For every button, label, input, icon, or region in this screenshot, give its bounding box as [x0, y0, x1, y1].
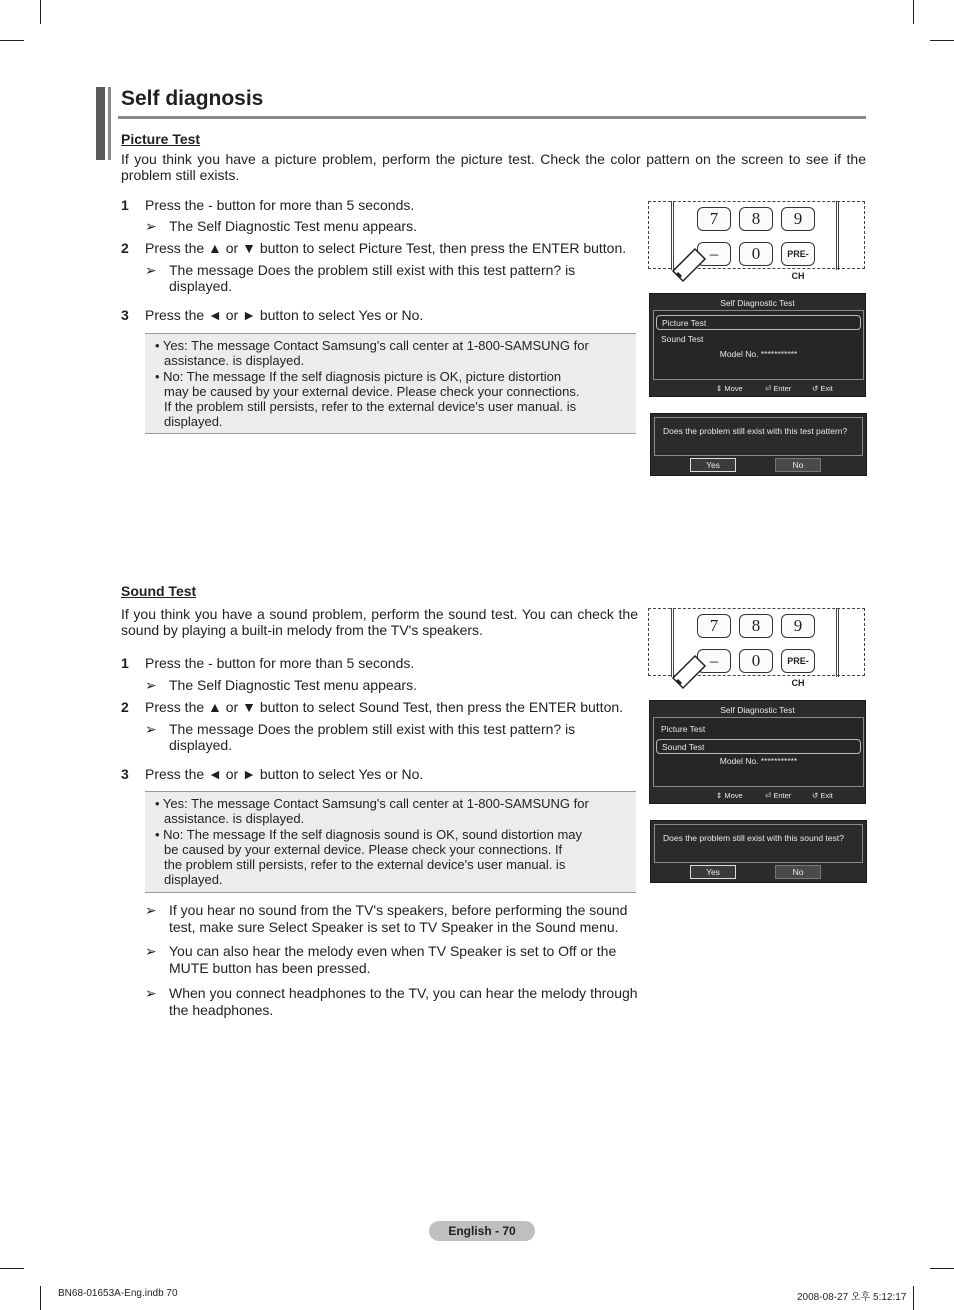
osd-foot-enter: ⏎ Enter: [765, 384, 792, 393]
crop-mark: [40, 1286, 41, 1310]
key-9: 9: [781, 207, 815, 231]
key-8: 8: [739, 614, 773, 638]
page-number-badge: English - 70: [429, 1221, 535, 1241]
crop-mark: [913, 0, 914, 24]
picture-test-heading: Picture Test: [121, 131, 201, 147]
pointer-arrow-icon: [671, 652, 707, 692]
key-0: 0: [739, 649, 773, 673]
osd-panel: [653, 717, 864, 787]
crop-mark: [0, 1268, 24, 1269]
osd-foot-exit: ↺ Exit: [812, 791, 833, 800]
note-arrow-icon: ➢: [145, 677, 157, 693]
step-text: Press the - button for more than 5 seconds.: [145, 197, 415, 213]
osd-self-diagnostic-sound: [649, 700, 866, 804]
key-9: 9: [781, 614, 815, 638]
footer-file: BN68-01653A-Eng.indb 70: [58, 1288, 178, 1299]
note-arrow-icon: ➢: [145, 721, 157, 737]
osd-title: Self Diagnostic Test: [720, 298, 795, 308]
osd-title: Self Diagnostic Test: [720, 705, 795, 715]
dialog-yes-button[interactable]: Yes: [690, 458, 736, 472]
step-number: 1: [121, 197, 129, 213]
key-minus: –: [697, 242, 731, 266]
sound-result-box: • Yes: The message Contact Samsung's call center at 1-800-SAMSUNG for assistance. is displayed. • No: The message If the self diagnosis sound is OK, sound distortion may be caused by your external device. Please check your connections. If the problem still persists, refer to the external device's user manual. is displayed.: [145, 791, 636, 893]
note-arrow-icon: ➢: [145, 262, 157, 278]
step-number: 3: [121, 307, 129, 323]
title-accent-bar: [108, 87, 111, 160]
key-minus: –: [697, 649, 731, 673]
osd-model: Model No. ***********: [719, 756, 798, 766]
remote-illustration: [648, 608, 865, 688]
title-rule: [118, 116, 866, 119]
osd-item-picture-test: Picture Test: [661, 724, 706, 734]
osd-self-diagnostic-picture: [649, 293, 866, 397]
step-text: Press the ▲ or ▼ button to select Sound Test, then press the ENTER button.: [145, 699, 624, 715]
step-text: Press the ▲ or ▼ button to select Picture Test, then press the ENTER button.: [145, 240, 627, 256]
dialog-question: Does the problem still exist with this sound test?: [663, 833, 844, 843]
picture-test-intro: If you think you have a picture problem, perform the picture test. Check the color pattern on the screen to see if the problem still exists.: [121, 151, 866, 183]
crop-mark: [0, 40, 24, 41]
step-number: 1: [121, 655, 129, 671]
dialog-sound-test: [650, 820, 867, 883]
step-text: Press the ◄ or ► button to select Yes or No.: [145, 766, 424, 782]
dialog-no-button[interactable]: No: [775, 458, 821, 472]
sound-test-heading: Sound Test: [121, 583, 197, 599]
osd-panel: [653, 310, 864, 380]
picture-result-box: • Yes: The message Contact Samsung's call center at 1-800-SAMSUNG for assistance. is displayed. • No: The message If the self diagnosis picture is OK, picture distortion may be caused by your external device. Please check your connections. If the problem still persists, refer to the external device's user manual. is displayed.: [145, 333, 636, 434]
remote-illustration: [648, 201, 865, 281]
footer-date: 2008-08-27 오후 5:12:17: [797, 1292, 907, 1303]
dialog-question: Does the problem still exist with this test pattern?: [663, 426, 848, 436]
crop-mark: [930, 1268, 954, 1269]
key-7: 7: [697, 614, 731, 638]
crop-mark: [913, 1286, 914, 1310]
key-pre-ch: PRE-CH: [781, 649, 815, 673]
step-number: 2: [121, 240, 129, 256]
dialog-picture-test: [650, 413, 867, 476]
crop-mark: [930, 40, 954, 41]
crop-mark: [40, 0, 41, 24]
key-0: 0: [739, 242, 773, 266]
osd-foot-move: ⇕ Move: [716, 791, 743, 800]
step-number: 3: [121, 766, 129, 782]
osd-item-picture-test: Picture Test: [656, 315, 861, 330]
pointer-arrow-icon: [671, 245, 707, 285]
dialog-yes-button[interactable]: Yes: [690, 865, 736, 879]
key-7: 7: [697, 207, 731, 231]
note-arrow-icon: ➢: [145, 218, 157, 234]
osd-item-sound-test: Sound Test: [656, 739, 861, 754]
page-title: Self diagnosis: [121, 87, 264, 110]
key-pre-ch: PRE-CH: [781, 242, 815, 266]
key-8: 8: [739, 207, 773, 231]
osd-item-sound-test: Sound Test: [661, 334, 704, 344]
osd-foot-exit: ↺ Exit: [812, 384, 833, 393]
note-arrow-icon: ➢: [145, 985, 157, 1001]
osd-foot-enter: ⏎ Enter: [765, 791, 792, 800]
step-text: Press the - button for more than 5 seconds.: [145, 655, 415, 671]
note-arrow-icon: ➢: [145, 902, 157, 918]
step-number: 2: [121, 699, 129, 715]
step-text: Press the ◄ or ► button to select Yes or No.: [145, 307, 424, 323]
osd-model: Model No. ***********: [719, 349, 798, 359]
osd-foot-move: ⇕ Move: [716, 384, 743, 393]
sound-test-intro: If you think you have a sound problem, perform the sound test. You can check the sound by playing a built-in melody from the TV's speakers.: [121, 606, 638, 638]
title-accent-bar: [96, 87, 105, 160]
dialog-no-button[interactable]: No: [775, 865, 821, 879]
note-arrow-icon: ➢: [145, 943, 157, 959]
